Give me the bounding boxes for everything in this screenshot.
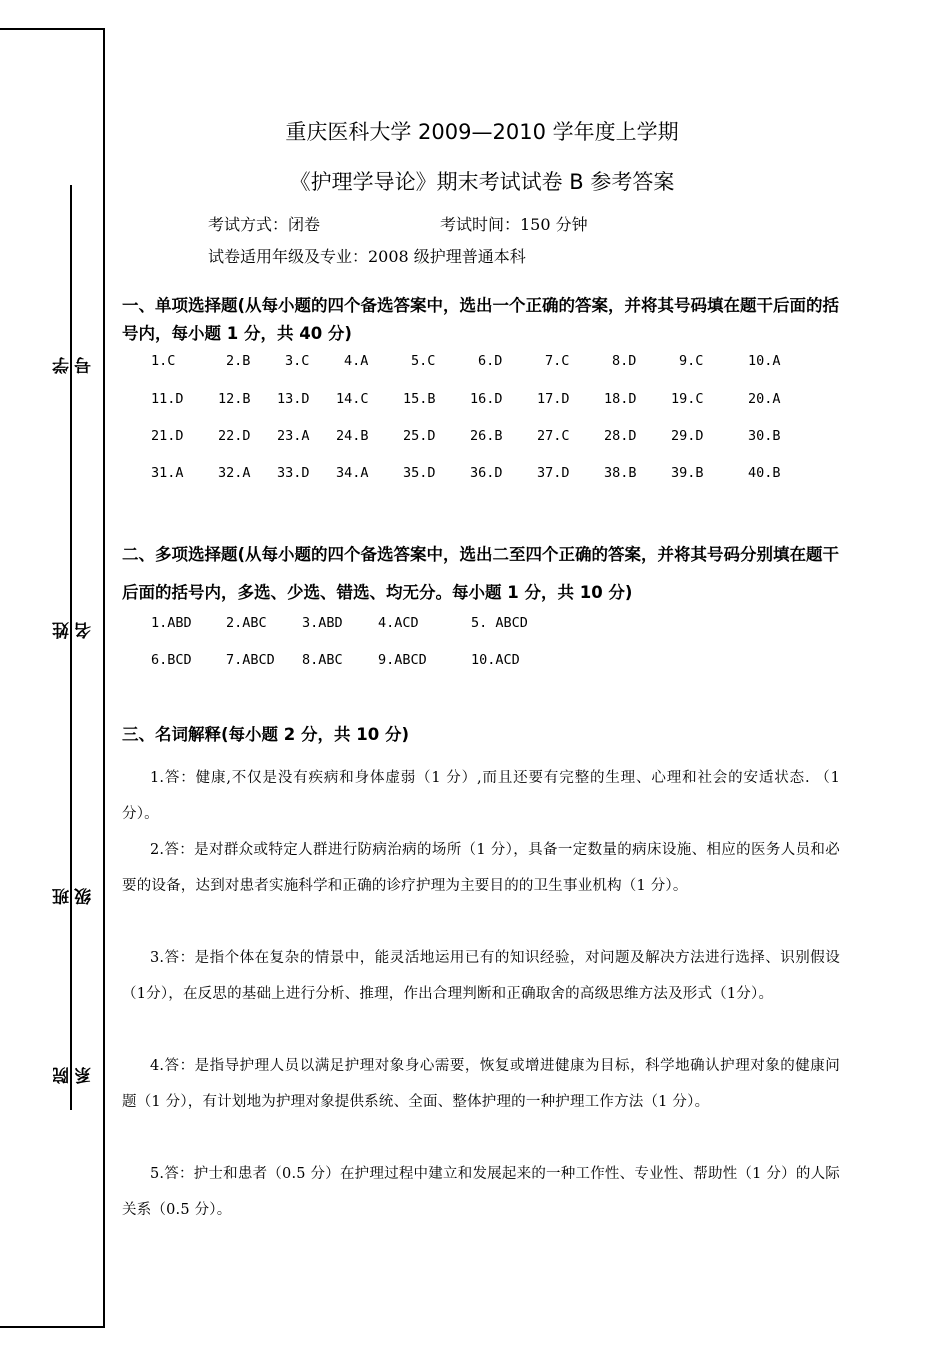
single-choice-answer: 8.D — [612, 353, 637, 369]
definition-item: 4.答：是指导护理人员以满足护理对象身心需要，恢复或增进健康为目标，科学地确认护理对象的健康问题（1 分），有计划地为护理对象提供系统、全面、整体护理的一种护理工作方法（1 分）。 — [122, 1058, 840, 1110]
single-choice-answer: 35.D — [403, 465, 436, 481]
single-choice-answer: 28.D — [604, 428, 637, 444]
single-choice-answer: 25.D — [403, 428, 436, 444]
single-choice-answer: 4.A — [344, 353, 369, 369]
single-choice-answer: 20.A — [748, 391, 781, 407]
class-label: 班级 — [53, 888, 95, 905]
single-choice-answer: 40.B — [748, 465, 781, 481]
multi-choice-answer: 1.ABD — [151, 615, 192, 631]
single-choice-answer: 7.C — [545, 353, 570, 369]
single-choice-answer: 22.D — [218, 428, 251, 444]
applicable-grade-major: 试卷适用年级及专业：2008 级护理普通本科 — [208, 247, 526, 266]
single-choice-answer: 16.D — [470, 391, 503, 407]
single-choice-answer: 18.D — [604, 391, 637, 407]
section2-heading: 二、多项选择题(从每小题的四个备选答案中，选出二至四个正确的答案，并将其号码分别填在题干后面的括号内，多选、少选、错选、均无分。每小题 1 分，共 10 分) — [122, 545, 840, 602]
definition-item: 2.答：是对群众或特定人群进行防病治病的场所（1 分），具备一定数量的病床设施、相应的医务人员和必要的设备，达到对患者实施科学和正确的诊疗护理为主要目的的卫生事业机构（1 分）。 — [122, 842, 840, 894]
multi-choice-answer: 10.ACD — [471, 652, 520, 668]
single-choice-answer: 23.A — [277, 428, 310, 444]
multi-choice-answer: 5. ABCD — [471, 615, 528, 631]
multi-choice-answer: 4.ACD — [378, 615, 419, 631]
multi-choice-answer: 9.ABCD — [378, 652, 427, 668]
single-choice-answer: 39.B — [671, 465, 704, 481]
single-choice-answer: 30.B — [748, 428, 781, 444]
single-choice-answer: 34.A — [336, 465, 369, 481]
title-line2: 《护理学导论》期末考试试卷 B 参考答案 — [289, 170, 675, 194]
section1-heading: 一、单项选择题(从每小题的四个备选答案中，选出一个正确的答案，并将其号码填在题干后面的括号内，每小题 1 分，共 40 分) — [122, 296, 840, 343]
single-choice-answer: 24.B — [336, 428, 369, 444]
single-choice-answer: 31.A — [151, 465, 184, 481]
student-id-label: 学号 — [53, 357, 95, 374]
single-choice-answer: 15.B — [403, 391, 436, 407]
single-choice-answer: 14.C — [336, 391, 369, 407]
department-label: 院系 — [53, 1067, 95, 1084]
name-label: 姓名 — [53, 622, 95, 639]
single-choice-answer: 17.D — [537, 391, 570, 407]
multi-choice-answer: 2.ABC — [226, 615, 267, 631]
definition-item: 3.答：是指个体在复杂的情景中，能灵活地运用已有的知识经验，对问题及解决方法进行选择、识别假设（1分），在反思的基础上进行分析、推理，作出合理判断和正确取舍的高级思维方法及形式（1分）。 — [122, 950, 840, 1002]
definition-item: 1.答：健康,不仅是没有疾病和身体虚弱（1 分）,而且还要有完整的生理、心理和社会的安适状态. （1 分）。 — [122, 770, 840, 822]
single-choice-answer: 36.D — [470, 465, 503, 481]
section3-heading: 三、名词解释(每小题 2 分，共 10 分) — [122, 725, 410, 744]
exam-mode: 考试方式：闭卷 — [208, 215, 321, 234]
single-choice-answer: 3.C — [285, 353, 310, 369]
single-choice-answer: 2.B — [226, 353, 251, 369]
single-choice-answer: 1.C — [151, 353, 176, 369]
single-choice-answer: 29.D — [671, 428, 704, 444]
single-choice-answer: 12.B — [218, 391, 251, 407]
single-choice-answer: 37.D — [537, 465, 570, 481]
single-choice-answer: 38.B — [604, 465, 637, 481]
single-choice-answer: 5.C — [411, 353, 436, 369]
exam-time: 考试时间：150 分钟 — [440, 215, 588, 234]
single-choice-answer: 26.B — [470, 428, 503, 444]
single-choice-answer: 33.D — [277, 465, 310, 481]
single-choice-answer: 27.C — [537, 428, 570, 444]
multi-choice-answer: 7.ABCD — [226, 652, 275, 668]
single-choice-answer: 19.C — [671, 391, 704, 407]
single-choice-answer: 21.D — [151, 428, 184, 444]
binding-margin — [0, 28, 105, 1328]
single-choice-answer: 6.D — [478, 353, 503, 369]
single-choice-answer: 11.D — [151, 391, 184, 407]
single-choice-answer: 13.D — [277, 391, 310, 407]
single-choice-answer: 10.A — [748, 353, 781, 369]
single-choice-answer: 9.C — [679, 353, 704, 369]
multi-choice-answer: 8.ABC — [302, 652, 343, 668]
definition-item: 5.答：护士和患者（0.5 分）在护理过程中建立和发展起来的一种工作性、专业性、帮助性（1 分）的人际关系（0.5 分）。 — [122, 1166, 840, 1218]
multi-choice-answer: 6.BCD — [151, 652, 192, 668]
title-line1: 重庆医科大学 2009—2010 学年度上学期 — [285, 120, 679, 144]
single-choice-answer: 32.A — [218, 465, 251, 481]
multi-choice-answer: 3.ABD — [302, 615, 343, 631]
